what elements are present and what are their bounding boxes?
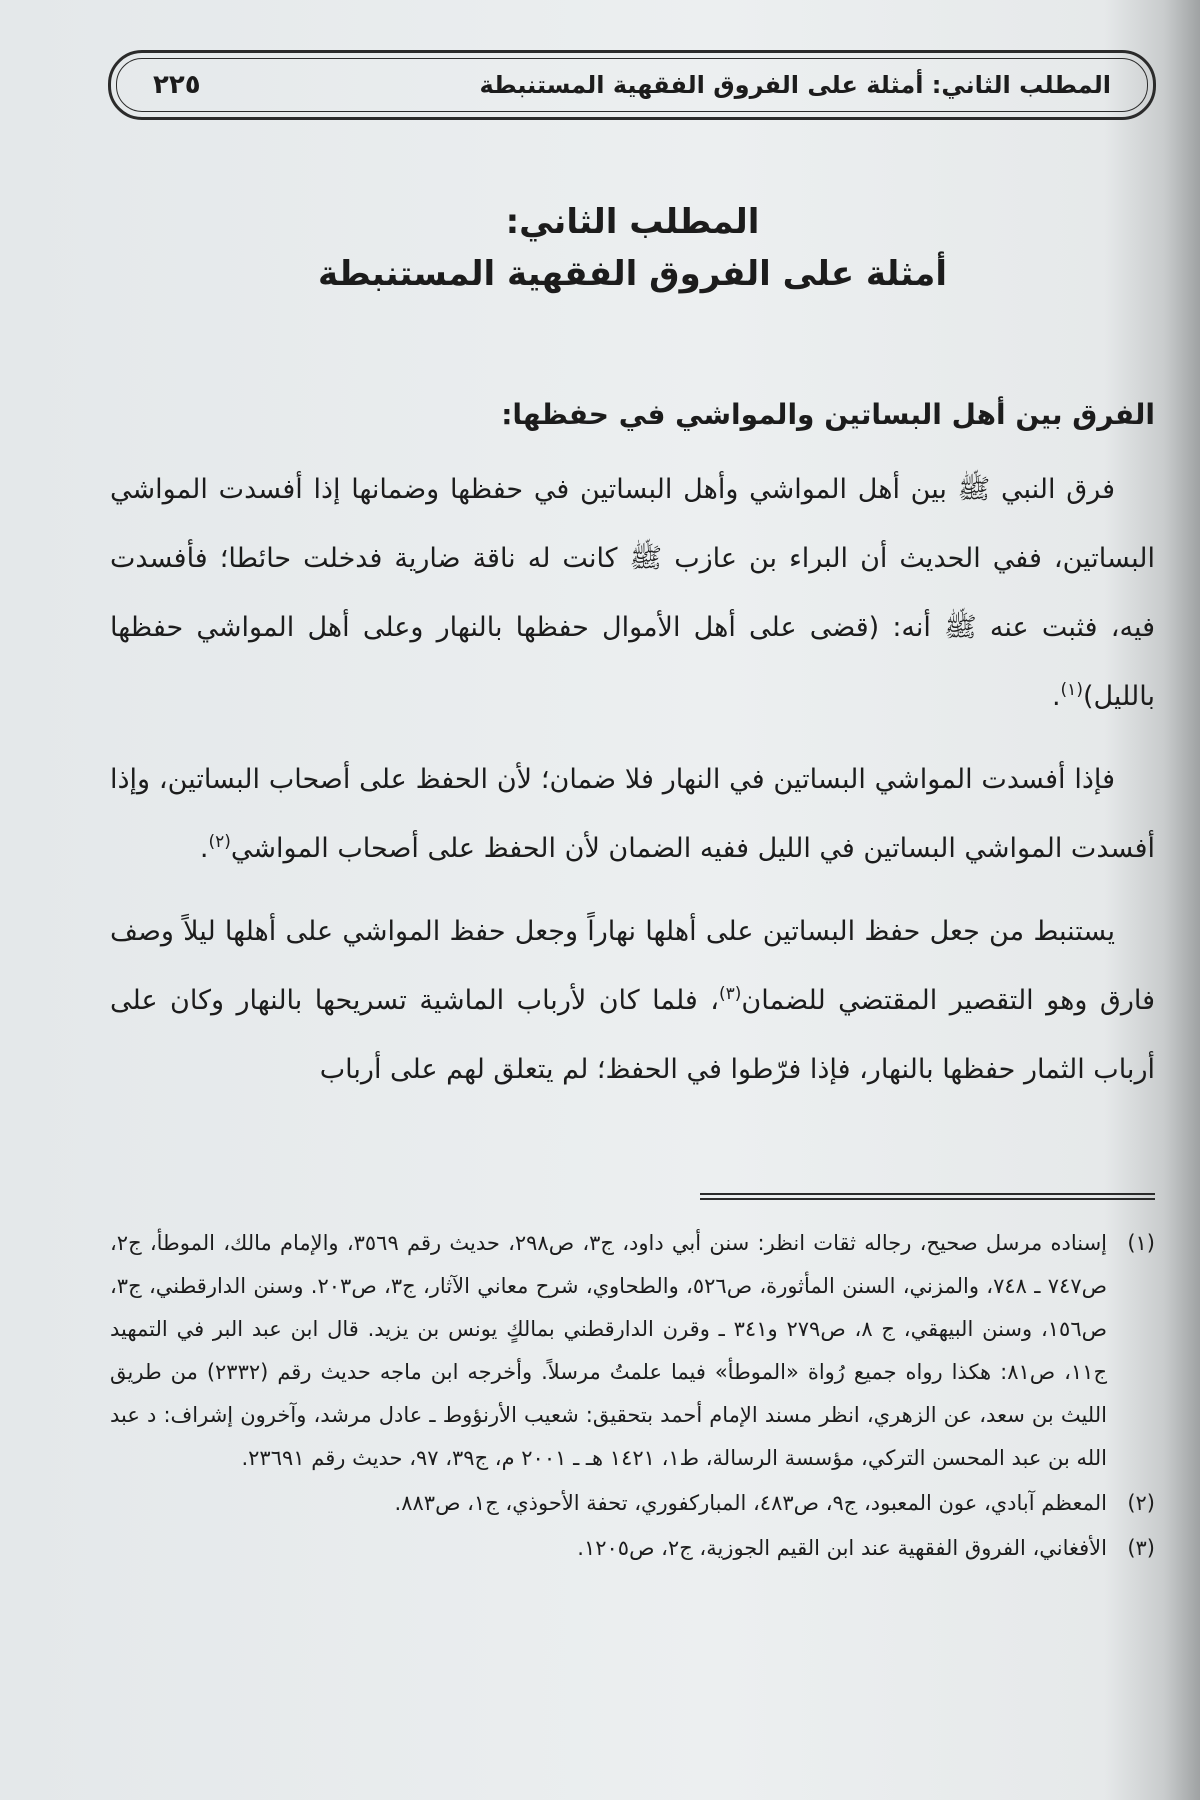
footnote-2 bbox=[110, 1482, 1155, 1525]
paragraph-1-text: فرق النبي ﷺ بين أهل المواشي وأهل البساتين في حفظها وضمانها إذا أفسدت المواشي البساتين، ففي الحديث أن البراء بن عازب ﷺ كانت له ناقة ضارية فدخلت حائطا؛ فأفسدت فيه، فثبت عنه ﷺ أنه: (قضى على أهل الأموال حفظها بالنهار وعلى أهل المواشي حفظها بالليل) bbox=[110, 474, 1155, 712]
paragraph-3 bbox=[110, 897, 1155, 1104]
footnote-number: (٣) bbox=[1127, 1536, 1155, 1560]
footnote-1 bbox=[110, 1222, 1155, 1480]
footnote-marker-1: (١) bbox=[1060, 680, 1083, 700]
running-header bbox=[116, 58, 1148, 112]
footnote-marker-2: (٢) bbox=[208, 832, 231, 852]
footnote-number: (٢) bbox=[1127, 1491, 1155, 1515]
heading-line-2: أمثلة على الفروق الفقهية المستنبطة bbox=[318, 254, 947, 294]
footnote-number: (١) bbox=[1127, 1231, 1155, 1255]
footnote-separator bbox=[700, 1193, 1155, 1200]
paragraph-3-continuation: ، فلما كان لأرباب الماشية تسريحها بالنهار وكان على أرباب الثمار حفظها بالنهار، فإذا فرّطوا في الحفظ؛ لم يتعلق لهم على أرباب bbox=[110, 985, 1155, 1085]
footnote-text: المعظم آبادي، عون المعبود، ج٩، ص٤٨٣، المباركفوري، تحفة الأحوذي، ج١، ص٨٨٣. bbox=[394, 1491, 1107, 1515]
paragraph-2: فإذا أفسدت المواشي البساتين في النهار فلا ضمان؛ لأن الحفظ على أصحاب البساتين، وإذا أفسدت المواشي البساتين في الليل ففيه الضمان لأن الحفظ على أصحاب المواشي$^{(٢)}$. bbox=[110, 764, 1155, 864]
paragraph-1: فرق النبي ﷺ بين أهل المواشي وأهل البساتين في حفظها وضمانها إذا أفسدت المواشي البساتين، ففي الحديث أن البراء بن عازب ﷺ كانت له ناقة ضارية فدخلت حائطا؛ فأفسدت فيه، فثبت عنه ﷺ أنه: (قضى على أهل الأموال حفظها بالنهار وعلى أهل المواشي حفظها بالليل)$^{(١)}$. bbox=[110, 474, 1155, 712]
subheading: الفرق بين أهل البساتين والمواشي في حفظها: bbox=[501, 398, 1155, 431]
footnote-3 bbox=[110, 1527, 1155, 1570]
page-number: ٢٢٥ bbox=[153, 70, 201, 100]
footnote-text: الأفغاني، الفروق الفقهية عند ابن القيم الجوزية، ج٢، ص١٢٠٥. bbox=[577, 1536, 1107, 1560]
footnote-marker-3: (٣) bbox=[719, 984, 742, 1004]
heading-line-1: المطلب الثاني: bbox=[505, 202, 760, 242]
running-title: المطلب الثاني: أمثلة على الفروق الفقهية المستنبطة bbox=[479, 71, 1111, 99]
main-body bbox=[110, 380, 1155, 1118]
footnotes bbox=[110, 1222, 1155, 1572]
paragraph-2-text: فإذا أفسدت المواشي البساتين في النهار فلا ضمان؛ لأن الحفظ على أصحاب البساتين، وإذا أفسدت المواشي البساتين في الليل ففيه الضمان لأن الحفظ على أصحاب المواشي bbox=[110, 764, 1155, 864]
paragraph-3-text: يستنبط من جعل حفظ البساتين على أهلها نهاراً وجعل حفظ المواشي على أهلها ليلاً وصف فارق وهو التقصير المقتضي للضمان bbox=[110, 916, 1155, 1016]
footnote-text: إسناده مرسل صحيح، رجاله ثقات انظر: سنن أبي داود، ج٣، ص٢٩٨، حديث رقم ٣٥٦٩، والإمام مالك، الموطأ، ج٢، ص٧٤٧ ـ ٧٤٨، والمزني، السنن المأثورة، ص٥٢٦، والطحاوي، شرح معاني الآثار، ج٣، ص٢٠٣. وسنن الدارقطني، ج٣، ص١٥٦، وسنن البيهقي، ج ٨، ص٢٧٩ و٣٤١ ـ وقرن الدارقطني بمالكٍ يونس بن يزيد. قال ابن عبد البر في التمهيد ج١١، ص٨١: هكذا رواه جميع رُواة «الموطأ» فيما علمتُ مرسلاً. وأخرجه ابن ماجه حديث رقم (٢٣٣٢) من طريق الليث بن سعد، عن الزهري، انظر مسند الإمام أحمد بتحقيق: شعيب الأرنؤوط ـ عادل مرشد، وآخرون إشراف: د عبد الله بن عبد المحسن التركي، مؤسسة الرسالة، ط١، ١٤٢١ هـ ـ ٢٠٠١ م، ج٣٩، ٩٧، حديث رقم ٢٣٦٩١. bbox=[110, 1231, 1108, 1470]
section-heading bbox=[110, 196, 1155, 300]
